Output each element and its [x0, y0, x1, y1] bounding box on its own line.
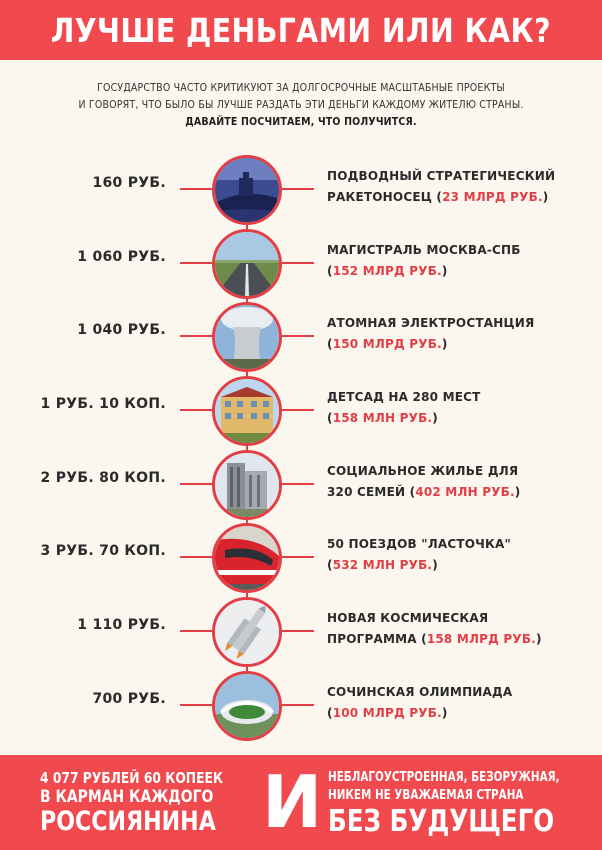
per-person-amount: 1 РУБ. 10 КОП.: [40, 396, 166, 412]
project-description: [327, 461, 597, 503]
connector-line: [180, 335, 212, 337]
project-description: [327, 387, 597, 429]
per-person-amount: 700 РУБ.: [92, 691, 166, 707]
cost-suffix: ): [432, 558, 438, 572]
footer-conjunction: И: [262, 760, 323, 844]
connector-line: [282, 704, 314, 706]
connector-line: [180, 630, 212, 632]
list-item: [0, 153, 602, 227]
connector-line: [180, 262, 212, 264]
cost-suffix: ): [514, 485, 521, 499]
project-cost-line: [327, 703, 597, 724]
intro-text: [0, 80, 602, 131]
cost-prefix: (: [327, 337, 333, 351]
project-cost-line: [327, 408, 597, 429]
project-cost: 402 МЛН РУБ.: [415, 485, 515, 499]
footer-banner: [0, 755, 602, 850]
apartment-building-icon: [212, 450, 282, 520]
project-cost-line: [327, 555, 597, 576]
project-name: СОЦИАЛЬНОЕ ЖИЛЬЕ ДЛЯ: [327, 464, 519, 478]
list-item: [0, 669, 602, 743]
project-description: [327, 166, 597, 208]
cost-suffix: ): [441, 264, 448, 278]
project-description: [327, 608, 597, 650]
project-cost-line: [327, 187, 597, 208]
project-cost: 150 МЛРД РУБ.: [332, 337, 442, 351]
page-title: ЛУЧШЕ ДЕНЬГАМИ ИЛИ КАК?: [50, 10, 552, 50]
connector-line: [282, 483, 314, 485]
project-description: [327, 313, 597, 355]
project-name: НОВАЯ КОСМИЧЕСКАЯ: [327, 611, 489, 625]
project-cost: 532 МЛН РУБ.: [332, 558, 433, 572]
cost-suffix: ): [535, 632, 542, 646]
per-person-amount: 1 040 РУБ.: [77, 322, 166, 338]
project-cost: 152 МЛРД РУБ.: [332, 264, 442, 278]
footer-right-line-2: НИКЕМ НЕ УВАЖАЕМАЯ СТРАНА: [328, 788, 524, 803]
per-person-amount: 3 РУБ. 70 КОП.: [40, 543, 166, 559]
list-item: [0, 521, 602, 595]
project-cost: 100 МЛРД РУБ.: [332, 706, 442, 720]
project-cost-line: [327, 482, 597, 503]
connector-line: [180, 483, 212, 485]
list-item: [0, 448, 602, 522]
highway-icon: [212, 229, 282, 299]
project-name: МАГИСТРАЛЬ МОСКВА-СПБ: [327, 243, 521, 257]
cost-suffix: ): [432, 411, 438, 425]
connector-line: [180, 188, 212, 190]
rocket-icon: [212, 597, 282, 667]
intro-line-1: ГОСУДАРСТВО ЧАСТО КРИТИКУЮТ ЗА ДОЛГОСРОЧНЫЕ МАСШТАБНЫЕ ПРОЕКТЫ: [97, 82, 505, 94]
cost-suffix: ): [441, 337, 448, 351]
connector-line: [282, 409, 314, 411]
intro-line-3: ДАВАЙТЕ ПОСЧИТАЕМ, ЧТО ПОЛУЧИТСЯ.: [185, 116, 417, 128]
header-banner: [0, 0, 602, 60]
connector-line: [282, 630, 314, 632]
connector-line: [282, 556, 314, 558]
project-name: 50 ПОЕЗДОВ "ЛАСТОЧКА": [327, 537, 512, 551]
cost-prefix: 320 СЕМЕЙ (: [327, 485, 416, 499]
project-description: [327, 534, 597, 576]
intro-line-2: И ГОВОРЯТ, ЧТО БЫЛО БЫ ЛУЧШЕ РАЗДАТЬ ЭТИ ДЕНЬГИ КАЖДОМУ ЖИТЕЛЮ СТРАНЫ.: [78, 99, 524, 111]
list-item: [0, 227, 602, 301]
per-person-amount: 1 110 РУБ.: [77, 617, 166, 633]
cost-prefix: (: [327, 558, 333, 572]
kindergarten-icon: [212, 376, 282, 446]
project-cost-line: [327, 261, 597, 282]
list-item: [0, 374, 602, 448]
project-description: [327, 240, 597, 282]
footer-total: 4 077 РУБЛЕЙ 60 КОПЕЕК: [40, 769, 223, 787]
stadium-icon: [212, 671, 282, 741]
cost-prefix: (: [327, 264, 333, 278]
power-plant-icon: [212, 302, 282, 372]
connector-line: [180, 704, 212, 706]
per-person-amount: 160 РУБ.: [92, 175, 166, 191]
connector-line: [180, 409, 212, 411]
project-name: ДЕТСАД НА 280 МЕСТ: [327, 390, 481, 404]
per-person-amount: 2 РУБ. 80 КОП.: [40, 470, 166, 486]
footer-right-text: [328, 769, 588, 839]
footer-left-line-3: РОССИЯНИНА: [40, 806, 216, 837]
footer-right-line-1: НЕБЛАГОУСТРОЕННАЯ, БЕЗОРУЖНАЯ,: [328, 770, 560, 785]
project-name: АТОМНАЯ ЭЛЕКТРОСТАНЦИЯ: [327, 316, 535, 330]
project-name: СОЧИНСКАЯ ОЛИМПИАДА: [327, 685, 513, 699]
cost-prefix: (: [327, 706, 333, 720]
project-description: [327, 682, 597, 724]
per-person-amount: 1 060 РУБ.: [77, 249, 166, 265]
cost-suffix: ): [542, 190, 549, 204]
project-cost: 23 МЛРД РУБ.: [442, 190, 543, 204]
cost-prefix: (: [327, 411, 333, 425]
train-icon: [212, 523, 282, 593]
list-item: [0, 595, 602, 669]
cost-prefix: ПРОГРАММА (: [327, 632, 427, 646]
connector-line: [282, 188, 314, 190]
connector-line: [282, 262, 314, 264]
footer-left-line-2: В КАРМАН КАЖДОГО: [40, 787, 214, 807]
footer-right-line-3: БЕЗ БУДУЩЕГО: [328, 804, 555, 839]
project-name: ПОДВОДНЫЙ СТРАТЕГИЧЕСКИЙ: [327, 169, 556, 183]
connector-line: [180, 556, 212, 558]
submarine-icon: [212, 155, 282, 225]
list-item: [0, 300, 602, 374]
cost-prefix: РАКЕТОНОСЕЦ (: [327, 190, 443, 204]
footer-left-text: [40, 769, 255, 837]
cost-suffix: ): [441, 706, 448, 720]
project-cost: 158 МЛН РУБ.: [332, 411, 433, 425]
project-cost-line: [327, 629, 597, 650]
project-cost: 158 МЛРД РУБ.: [426, 632, 536, 646]
connector-line: [282, 335, 314, 337]
project-cost-line: [327, 334, 597, 355]
